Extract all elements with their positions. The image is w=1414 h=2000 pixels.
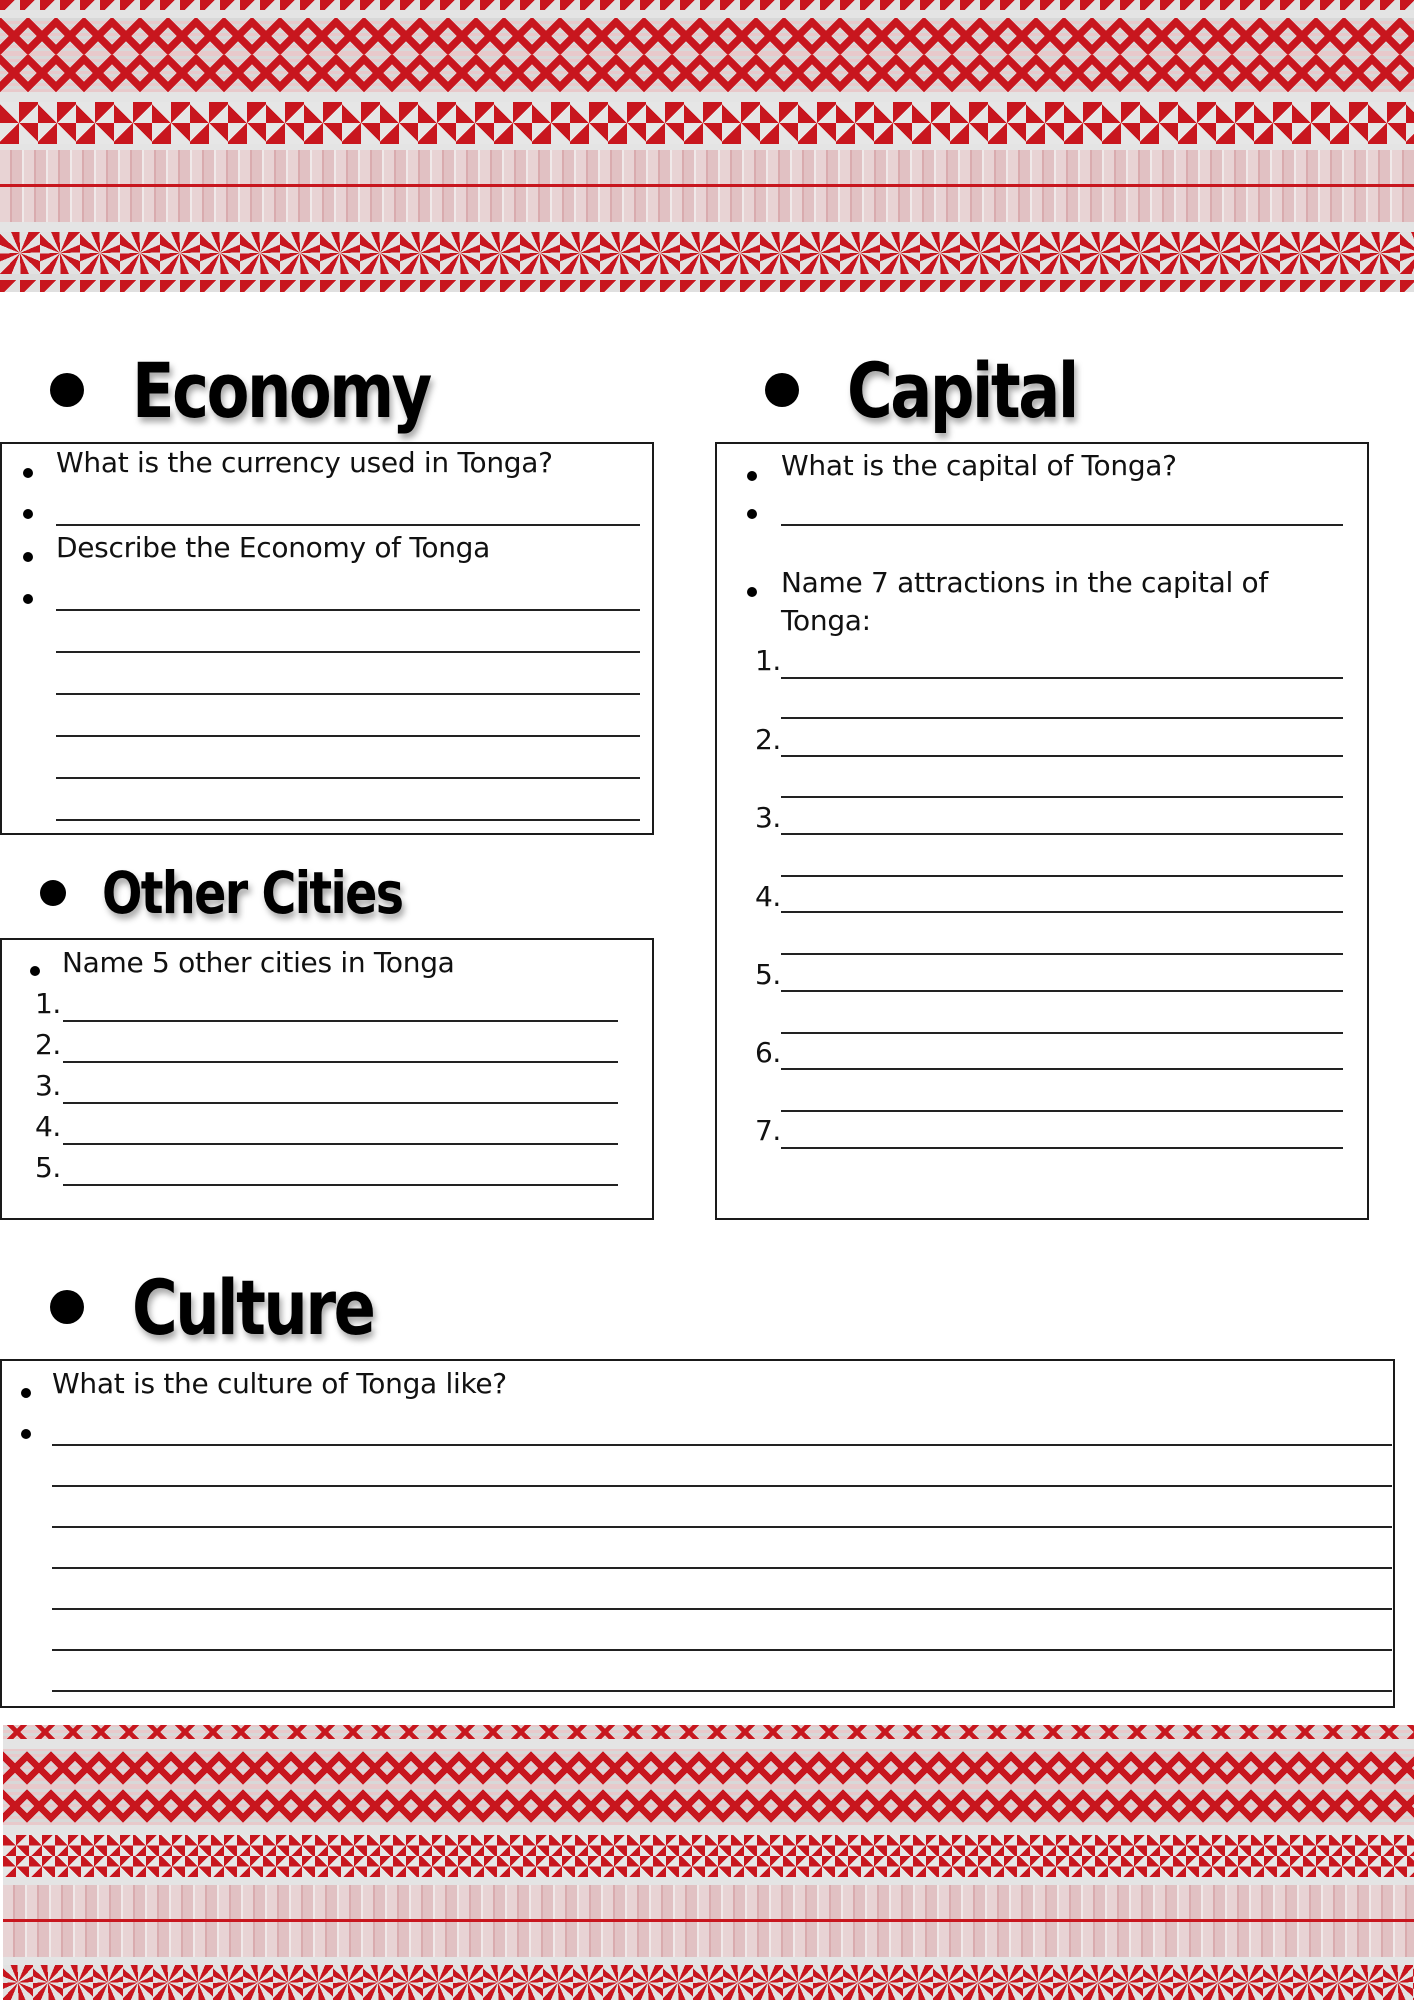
pattern-band (0, 232, 1414, 274)
bullet-icon (747, 587, 757, 597)
bullet-icon (23, 552, 33, 562)
capital-question: What is the capital of Tonga? (781, 449, 1177, 482)
city-answer-line[interactable] (63, 1061, 618, 1063)
other-cities-heading (40, 858, 468, 928)
attraction-answer-line[interactable] (781, 796, 1343, 798)
capital-title: Capital (847, 345, 1077, 435)
attraction-number: 5. (755, 958, 781, 991)
attraction-answer-line[interactable] (781, 755, 1343, 757)
bullet-icon (30, 966, 40, 976)
economy-title: Economy (132, 345, 430, 435)
bullet-icon (50, 373, 84, 407)
pattern-band (0, 18, 1414, 54)
pattern-band (3, 1739, 1414, 1749)
attraction-number: 2. (755, 723, 781, 756)
pattern-band (0, 102, 1414, 144)
bullet-icon (21, 1388, 31, 1398)
bullet-icon (765, 373, 799, 407)
city-answer-line[interactable] (63, 1020, 618, 1022)
pattern-band (3, 1787, 1414, 1825)
top-pattern-banner (0, 0, 1414, 292)
pattern-band (0, 0, 1414, 10)
city-number: 1. (35, 987, 61, 1020)
pattern-band (3, 1749, 1414, 1787)
city-answer-line[interactable] (63, 1102, 618, 1104)
attraction-answer-line[interactable] (781, 717, 1343, 719)
capital-box (715, 442, 1369, 1220)
attraction-answer-line[interactable] (781, 953, 1343, 955)
attraction-number: 1. (755, 644, 781, 677)
bullet-icon (747, 509, 757, 519)
attraction-number: 6. (755, 1036, 781, 1069)
pattern-band (3, 1835, 1414, 1877)
pattern-band (0, 222, 1414, 232)
economy-box (0, 442, 654, 835)
city-answer-line[interactable] (63, 1184, 618, 1186)
currency-answer-line[interactable] (56, 524, 640, 526)
attraction-number: 7. (755, 1114, 781, 1147)
attractions-question-line1: Name 7 attractions in the capital of (781, 566, 1268, 599)
culture-answer-line[interactable] (52, 1526, 1392, 1528)
attractions-question-line2: Tonga: (781, 604, 871, 637)
pattern-band (3, 1965, 1414, 2000)
pattern-band (3, 1877, 1414, 1885)
attraction-answer-line[interactable] (781, 911, 1343, 913)
culture-answer-line[interactable] (52, 1444, 1392, 1446)
culture-answer-line[interactable] (52, 1485, 1392, 1487)
attraction-answer-line[interactable] (781, 1032, 1343, 1034)
describe-economy-question: Describe the Economy of Tonga (56, 531, 490, 564)
attraction-number: 4. (755, 880, 781, 913)
economy-answer-line[interactable] (56, 651, 640, 653)
culture-answer-line[interactable] (52, 1649, 1392, 1651)
culture-box (0, 1359, 1395, 1708)
bottom-pattern-banner (3, 1725, 1414, 2000)
attraction-answer-line[interactable] (781, 990, 1343, 992)
culture-answer-line[interactable] (52, 1608, 1392, 1610)
pattern-band (3, 1957, 1414, 1965)
bullet-icon (23, 509, 33, 519)
attraction-answer-line[interactable] (781, 1110, 1343, 1112)
economy-answer-line[interactable] (56, 819, 640, 821)
other-cities-question: Name 5 other cities in Tonga (62, 946, 455, 979)
culture-question: What is the culture of Tonga like? (52, 1367, 507, 1400)
economy-answer-line[interactable] (56, 693, 640, 695)
bullet-icon (23, 594, 33, 604)
culture-heading (50, 1262, 426, 1352)
bullet-icon (50, 1290, 84, 1324)
city-number: 3. (35, 1069, 61, 1102)
capital-answer-line[interactable] (781, 524, 1343, 526)
bullet-icon (40, 880, 66, 906)
pattern-band (3, 1919, 1414, 1922)
economy-answer-line[interactable] (56, 609, 640, 611)
culture-answer-line[interactable] (52, 1690, 1392, 1692)
other-cities-box (0, 938, 654, 1220)
pattern-band (0, 10, 1414, 18)
pattern-band (0, 280, 1414, 292)
capital-heading (765, 345, 1127, 435)
economy-heading (50, 345, 495, 435)
attraction-number: 3. (755, 801, 781, 834)
attraction-answer-line[interactable] (781, 1068, 1343, 1070)
city-number: 2. (35, 1028, 61, 1061)
pattern-band (0, 54, 1414, 92)
pattern-band (0, 184, 1414, 187)
pattern-band (0, 92, 1414, 102)
attraction-answer-line[interactable] (781, 833, 1343, 835)
attraction-answer-line[interactable] (781, 875, 1343, 877)
attraction-answer-line[interactable] (781, 677, 1343, 679)
economy-answer-line[interactable] (56, 735, 640, 737)
city-answer-line[interactable] (63, 1143, 618, 1145)
currency-question: What is the currency used in Tonga? (56, 446, 553, 479)
pattern-band (3, 1725, 1414, 1739)
other-cities-title: Other Cities (102, 859, 403, 927)
pattern-band (3, 1825, 1414, 1835)
bullet-icon (747, 471, 757, 481)
bullet-icon (23, 468, 33, 478)
attraction-answer-line[interactable] (781, 1147, 1343, 1149)
economy-answer-line[interactable] (56, 777, 640, 779)
culture-title: Culture (132, 1262, 374, 1352)
city-number: 4. (35, 1110, 61, 1143)
city-number: 5. (35, 1151, 61, 1184)
culture-answer-line[interactable] (52, 1567, 1392, 1569)
bullet-icon (21, 1429, 31, 1439)
